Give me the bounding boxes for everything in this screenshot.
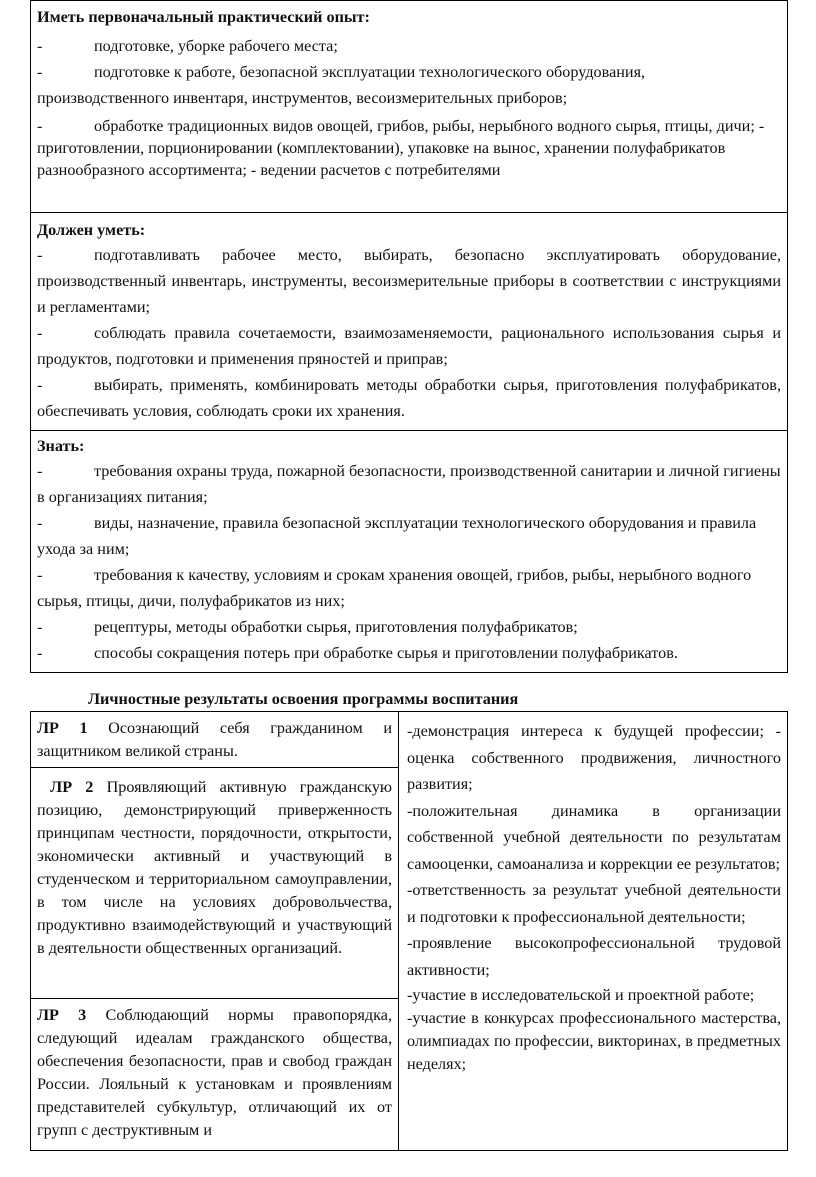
- knowledge-heading: Знать:: [37, 437, 85, 455]
- indicator-item: -демонстрация интереса к будущей профессии; - оценка собственного продвижения, личностного развития;: [407, 722, 781, 793]
- experience-heading: Иметь первоначальный практический опыт:: [37, 8, 370, 26]
- lr1-label: ЛР 1: [37, 719, 88, 737]
- personal-results-title: Личностные результаты освоения программы воспитания: [88, 690, 519, 708]
- list-item: - способы сокращения потерь при обработке сырья и приготовлении полуфабрикатов.: [37, 644, 678, 662]
- list-item: - рецептуры, методы обработки сырья, приготовления полуфабрикатов;: [37, 618, 578, 636]
- skills-heading: Должен уметь:: [37, 221, 146, 239]
- indicators-cell: [399, 712, 788, 1151]
- lr1-text: Осознающий себя гражданином и защитником великой страны.: [37, 719, 392, 760]
- personal-results-table: [30, 711, 788, 1151]
- experience-cell: [31, 1, 788, 213]
- list-item: - подготавливать рабочее место, выбирать, безопасно эксплуатировать оборудование, производственный инвентарь, инструменты, весоизмерительные приборы в соответствии с инструкциями и регламентами;: [37, 246, 781, 316]
- list-item: - требования к качеству, условиям и срокам хранения овощей, грибов, рыбы, нерыбного водного сырья, птицы, дичи, полуфабрикатов из них;: [37, 566, 752, 610]
- indicator-item: -проявление высокопрофессиональной трудовой активности;: [407, 934, 781, 979]
- indicator-item: -участие в исследовательской и проектной работе;: [407, 986, 755, 1004]
- lr1-cell: [31, 712, 399, 768]
- list-item: - обработке традиционных видов овощей, грибов, рыбы, нерыбного водного сырья, птицы, дичи; - приготовлении, порционировании (комплектовании), упаковке на вынос, хранении полуфабрикатов разнообразного ассортимента; - ведении расчетов с потребителями: [37, 117, 765, 179]
- knowledge-cell: [31, 431, 788, 673]
- competency-table: [30, 0, 788, 673]
- lr2-cell: [31, 768, 399, 999]
- skills-row: [31, 213, 788, 431]
- lr3-label: ЛР 3: [37, 1006, 87, 1024]
- list-item: - выбирать, применять, комбинировать методы обработки сырья, приготовления полуфабрикатов, обеспечивать условия, соблюдать сроки их хранения.: [37, 376, 781, 420]
- experience-row: [31, 1, 788, 213]
- lr3-text: Соблюдающий нормы правопорядка, следующий идеалам гражданского общества, обеспечения безопасности, прав и свобод граждан России. Лояльный к установкам и проявлениям представителей субкультур, отличающий их от групп с деструктивным и: [37, 1006, 393, 1139]
- lr3-cell: [31, 999, 399, 1151]
- indicator-item: -положительная динамика в организации собственной учебной деятельности по результатам самооценки, самоанализа и коррекции ее результатов;: [407, 801, 781, 873]
- lr2-text: Проявляющий активную гражданскую позицию, демонстрирующий приверженность принципам честности, порядочности, открытости, экономически активный и участвующий в студенческом и территориальном самоуправлении, в том числе на условиях добровольчества, продуктивно взаимодействующий и участвующий в деятельности общественных организаций.: [37, 778, 393, 957]
- list-item: - требования охраны труда, пожарной безопасности, производственной санитарии и личной гигиены в организациях питания;: [37, 462, 781, 506]
- list-item: - подготовке, уборке рабочего места;: [37, 37, 338, 55]
- list-item: - подготовке к работе, безопасной эксплуатации технологического оборудования, производственного инвентаря, инструментов, весоизмерительных приборов;: [37, 63, 646, 107]
- indicator-item: -участие в конкурсах профессионального мастерства, олимпиадах по профессии, викторинах, в предметных неделях;: [407, 1009, 781, 1073]
- skills-cell: [31, 213, 788, 431]
- indicator-item: -ответственность за результат учебной деятельности и подготовки к профессиональной деятельности;: [407, 881, 781, 926]
- lr2-label: ЛР 2: [50, 778, 94, 796]
- knowledge-row: [31, 431, 788, 673]
- list-item: - соблюдать правила сочетаемости, взаимозаменяемости, рационального использования сырья и продуктов, подготовки и применения пряностей и приправ;: [37, 324, 781, 368]
- list-item: - виды, назначение, правила безопасной эксплуатации технологического оборудования и правила ухода за ним;: [37, 514, 757, 558]
